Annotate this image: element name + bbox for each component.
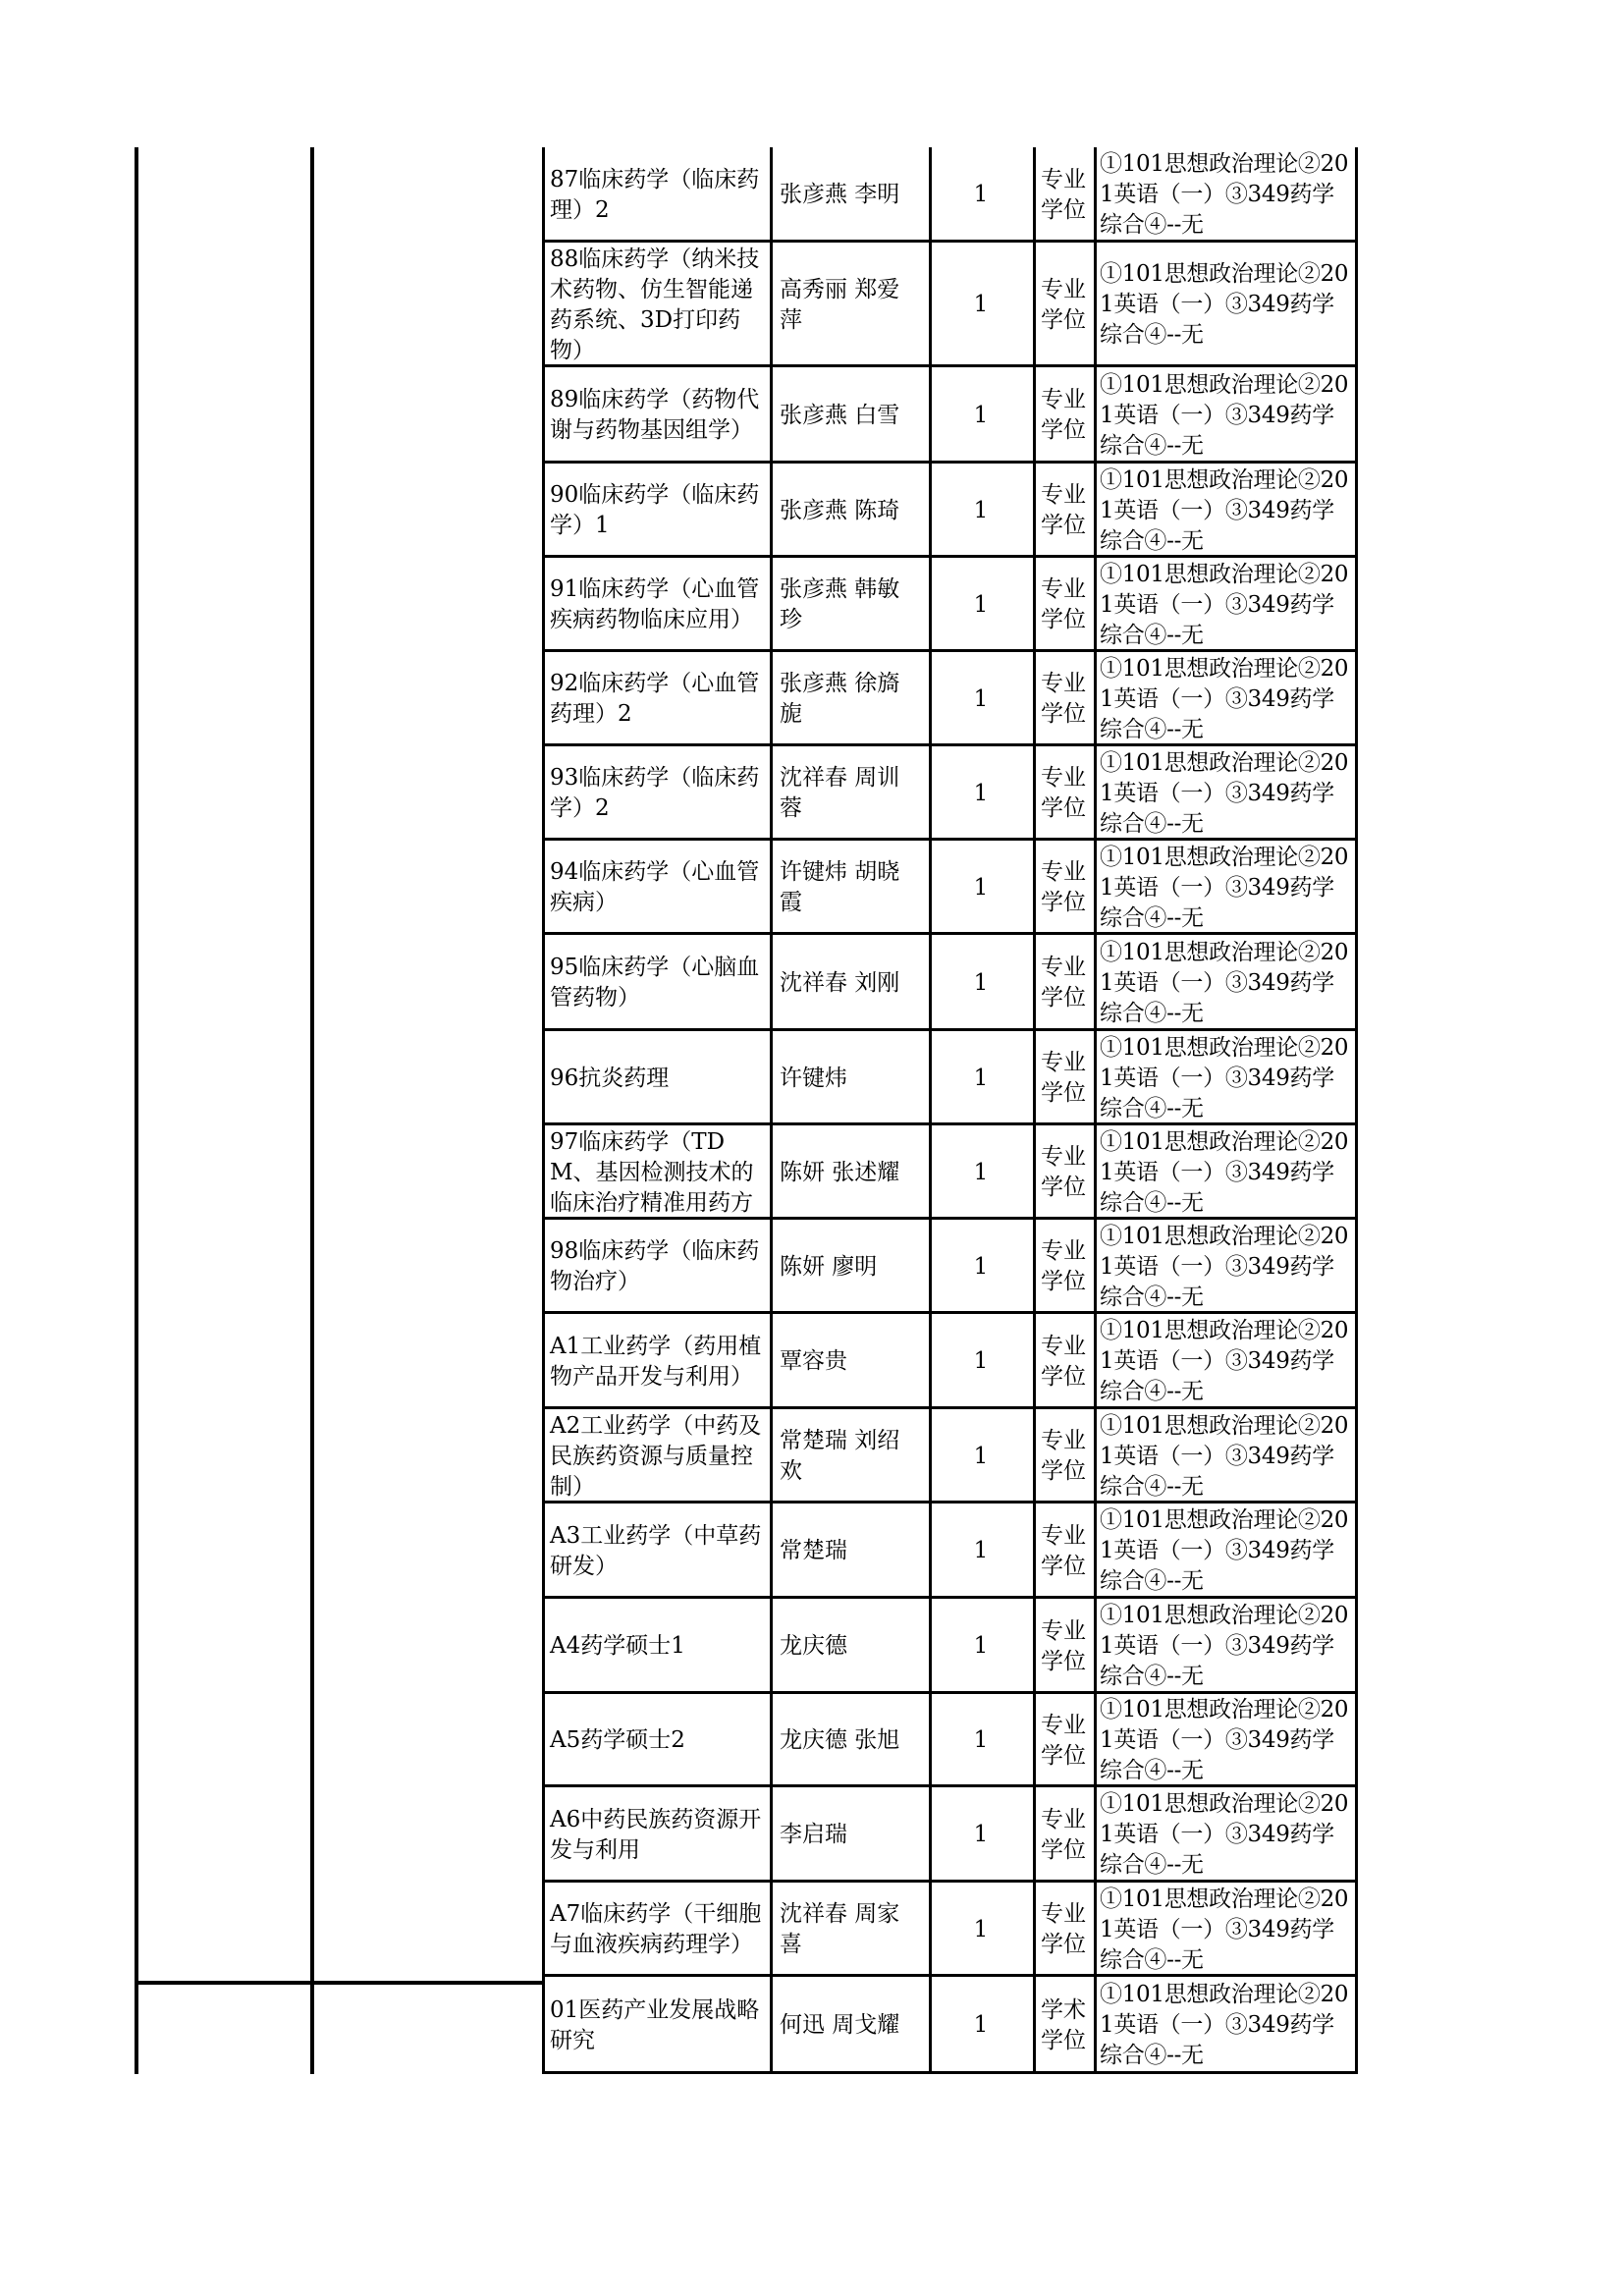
table-row	[542, 367, 1358, 464]
quota-text: 1	[973, 2012, 989, 2038]
exam-subjects-text: ①101思想政治理论②201英语（一）③349药学综合④--无	[1100, 939, 1349, 1026]
degree-type-text: 专业学位	[1041, 482, 1086, 538]
direction-text: 91临床药学（心血管疾病药物临床应用）	[550, 576, 760, 632]
direction-text: A7临床药学（干细胞与血液疾病药理学）	[550, 1901, 762, 1957]
direction-text: 96抗炎药理	[550, 1065, 670, 1091]
supervisor-text: 许键炜	[780, 1065, 847, 1091]
degree-type-text: 专业学位	[1041, 1901, 1086, 1957]
exam-subjects-cell	[1098, 558, 1355, 652]
table-row	[542, 558, 1358, 652]
quota-text: 1	[973, 1443, 989, 1469]
direction-cell	[548, 1977, 766, 2074]
supervisor-cell	[774, 1694, 925, 1787]
table-row-border-13	[542, 1406, 1358, 1409]
degree-type-text: 学术学位	[1041, 1996, 1086, 2053]
direction-cell	[548, 652, 766, 746]
table-row	[542, 652, 1358, 746]
supervisor-text: 许键炜 胡晓霞	[780, 859, 900, 915]
exam-subjects-cell	[1098, 746, 1355, 841]
degree-type-text: 专业学位	[1041, 387, 1086, 443]
exam-subjects-cell	[1098, 243, 1355, 367]
degree-type-text: 专业学位	[1041, 859, 1086, 915]
table-row	[542, 935, 1358, 1031]
degree-type-cell	[1037, 1503, 1090, 1599]
exam-subjects-cell	[1098, 1314, 1355, 1409]
exam-subjects-cell	[1098, 367, 1355, 464]
supervisor-text: 陈妍 廖明	[780, 1253, 878, 1280]
degree-type-text: 专业学位	[1041, 1050, 1086, 1106]
table-row	[542, 243, 1358, 367]
direction-text: 97临床药学（TDM、基因检测技术的临床治疗精准用药方	[550, 1128, 754, 1216]
quota-cell	[933, 147, 1029, 243]
table-row-border-12	[542, 1311, 1358, 1314]
quota-cell	[933, 1125, 1029, 1220]
exam-subjects-text: ①101思想政治理论②201英语（一）③349药学综合④--无	[1100, 1034, 1349, 1121]
degree-type-text: 专业学位	[1041, 1238, 1086, 1294]
table-row-border-11	[542, 1217, 1358, 1220]
exam-subjects-text: ①101思想政治理论②201英语（一）③349药学综合④--无	[1100, 749, 1349, 837]
table-row-border-10	[542, 1122, 1358, 1125]
degree-type-text: 专业学位	[1041, 166, 1086, 223]
supervisor-cell	[774, 1409, 925, 1503]
exam-subjects-cell	[1098, 1787, 1355, 1883]
exam-subjects-text: ①101思想政治理论②201英语（一）③349药学综合④--无	[1100, 1507, 1349, 1594]
exam-subjects-text: ①101思想政治理论②201英语（一）③349药学综合④--无	[1100, 1318, 1349, 1404]
direction-text: 90临床药学（临床药学）1	[550, 482, 760, 538]
supervisor-text: 张彦燕 陈琦	[780, 497, 900, 523]
direction-cell	[548, 1314, 766, 1409]
exam-subjects-text: ①101思想政治理论②201英语（一）③349药学综合④--无	[1100, 1886, 1349, 1973]
direction-cell	[548, 841, 766, 935]
exam-subjects-text: ①101思想政治理论②201英语（一）③349药学综合④--无	[1100, 1791, 1349, 1878]
table-row	[542, 147, 1358, 243]
direction-text: A4药学硕士1	[550, 1633, 685, 1659]
quota-text: 1	[973, 874, 989, 901]
degree-type-cell	[1037, 558, 1090, 652]
degree-type-text: 专业学位	[1041, 765, 1086, 821]
table-row	[542, 1694, 1358, 1787]
table-row	[542, 1503, 1358, 1599]
table-row	[542, 1977, 1358, 2074]
degree-type-cell	[1037, 1977, 1090, 2074]
direction-cell	[548, 367, 766, 464]
table-row-border-15	[542, 1596, 1358, 1599]
quota-cell	[933, 1314, 1029, 1409]
exam-subjects-cell	[1098, 1220, 1355, 1314]
degree-type-cell	[1037, 1031, 1090, 1125]
quota-cell	[933, 1031, 1029, 1125]
degree-type-text: 专业学位	[1041, 576, 1086, 632]
table-row	[542, 464, 1358, 558]
supervisor-cell	[774, 1503, 925, 1599]
table-border-left	[135, 147, 138, 2074]
table-row	[542, 1409, 1358, 1503]
quota-text: 1	[973, 497, 989, 523]
table-row-border-18	[542, 1880, 1358, 1883]
direction-cell	[548, 1220, 766, 1314]
quota-text: 1	[973, 969, 989, 996]
direction-text: 87临床药学（临床药理）2	[550, 166, 760, 223]
quota-cell	[933, 1787, 1029, 1883]
exam-subjects-cell	[1098, 841, 1355, 935]
exam-subjects-cell	[1098, 147, 1355, 243]
section-divider	[135, 1981, 542, 1985]
direction-cell	[548, 558, 766, 652]
exam-subjects-cell	[1098, 1977, 1355, 2074]
degree-type-text: 专业学位	[1041, 1333, 1086, 1390]
degree-type-text: 专业学位	[1041, 1806, 1086, 1863]
exam-subjects-text: ①101思想政治理论②201英语（一）③349药学综合④--无	[1100, 1128, 1349, 1216]
direction-cell	[548, 1599, 766, 1694]
exam-subjects-text: ①101思想政治理论②201英语（一）③349药学综合④--无	[1100, 151, 1349, 238]
exam-subjects-text: ①101思想政治理论②201英语（一）③349药学综合④--无	[1100, 1697, 1349, 1783]
degree-type-cell	[1037, 746, 1090, 841]
supervisor-text: 沈祥春 周训蓉	[780, 765, 900, 821]
supervisor-cell	[774, 1977, 925, 2074]
direction-text: 93临床药学（临床药学）2	[550, 765, 760, 821]
table-row	[542, 1125, 1358, 1220]
table-row	[542, 841, 1358, 935]
supervisor-text: 陈妍 张述耀	[780, 1159, 900, 1185]
supervisor-text: 张彦燕 韩敏珍	[780, 576, 900, 632]
degree-type-cell	[1037, 464, 1090, 558]
table-row-border-9	[542, 1028, 1358, 1031]
quota-text: 1	[973, 1348, 989, 1374]
quota-text: 1	[973, 1538, 989, 1563]
direction-text: A2工业药学（中药及民族药资源与质量控制）	[550, 1412, 762, 1500]
degree-type-cell	[1037, 1694, 1090, 1787]
supervisor-cell	[774, 367, 925, 464]
quota-cell	[933, 464, 1029, 558]
degree-type-cell	[1037, 367, 1090, 464]
exam-subjects-cell	[1098, 1599, 1355, 1694]
exam-subjects-text: ①101思想政治理论②201英语（一）③349药学综合④--无	[1100, 1223, 1349, 1310]
exam-subjects-text: ①101思想政治理论②201英语（一）③349药学综合④--无	[1100, 844, 1349, 931]
degree-type-cell	[1037, 1409, 1090, 1503]
quota-cell	[933, 841, 1029, 935]
quota-cell	[933, 1977, 1029, 2074]
supervisor-text: 高秀丽 郑爱萍	[780, 276, 900, 333]
degree-type-cell	[1037, 841, 1090, 935]
direction-text: 89临床药学（药物代谢与药物基因组学）	[550, 387, 760, 443]
table-row-border-7	[542, 838, 1358, 841]
table-row	[542, 1599, 1358, 1694]
exam-subjects-cell	[1098, 1503, 1355, 1599]
direction-cell	[548, 464, 766, 558]
degree-type-text: 专业学位	[1041, 276, 1086, 333]
table-row-border-3	[542, 461, 1358, 464]
degree-type-cell	[1037, 147, 1090, 243]
quota-text: 1	[973, 1159, 989, 1185]
direction-text: A1工业药学（药用植物产品开发与利用）	[550, 1333, 762, 1390]
direction-text: 88临床药学（纳米技术药物、仿生智能递药系统、3D打印药物）	[550, 246, 760, 363]
exam-subjects-text: ①101思想政治理论②201英语（一）③349药学综合④--无	[1100, 1412, 1349, 1500]
degree-type-cell	[1037, 652, 1090, 746]
direction-text: 95临床药学（心脑血管药物）	[550, 955, 760, 1011]
supervisor-cell	[774, 935, 925, 1031]
quota-cell	[933, 367, 1029, 464]
degree-type-text: 专业学位	[1041, 671, 1086, 727]
supervisor-cell	[774, 841, 925, 935]
exam-subjects-cell	[1098, 1125, 1355, 1220]
supervisor-text: 覃容贵	[780, 1348, 847, 1374]
quota-text: 1	[973, 1916, 989, 1942]
quota-text: 1	[973, 1633, 989, 1659]
degree-type-text: 专业学位	[1041, 955, 1086, 1011]
direction-cell	[548, 147, 766, 243]
degree-type-cell	[1037, 1883, 1090, 1977]
exam-subjects-cell	[1098, 935, 1355, 1031]
table-row-border-17	[542, 1784, 1358, 1787]
exam-subjects-cell	[1098, 1031, 1355, 1125]
quota-text: 1	[973, 1253, 989, 1280]
degree-type-cell	[1037, 1314, 1090, 1409]
quota-cell	[933, 558, 1029, 652]
supervisor-text: 常楚瑞 刘绍欢	[780, 1428, 900, 1484]
supervisor-text: 龙庆德	[780, 1633, 847, 1659]
quota-cell	[933, 1694, 1029, 1787]
exam-subjects-text: ①101思想政治理论②201英语（一）③349药学综合④--无	[1100, 371, 1349, 459]
supervisor-cell	[774, 147, 925, 243]
table-row-border-2	[542, 364, 1358, 367]
supervisor-cell	[774, 558, 925, 652]
direction-cell	[548, 1883, 766, 1977]
quota-text: 1	[973, 1065, 989, 1091]
direction-cell	[548, 1694, 766, 1787]
table-row	[542, 1883, 1358, 1977]
supervisor-cell	[774, 243, 925, 367]
table-row-border-1	[542, 240, 1358, 243]
supervisor-text: 沈祥春 刘刚	[780, 969, 900, 996]
supervisor-text: 张彦燕 白雪	[780, 402, 900, 428]
quota-text: 1	[973, 1822, 989, 1847]
degree-type-text: 专业学位	[1041, 1712, 1086, 1769]
direction-cell	[548, 935, 766, 1031]
degree-type-text: 专业学位	[1041, 1144, 1086, 1200]
supervisor-cell	[774, 1787, 925, 1883]
exam-subjects-text: ①101思想政治理论②201英语（一）③349药学综合④--无	[1100, 561, 1349, 648]
table-row-border-19	[542, 1974, 1358, 1977]
degree-type-cell	[1037, 1220, 1090, 1314]
table-row	[542, 1031, 1358, 1125]
supervisor-text: 李启瑞	[780, 1822, 847, 1847]
supervisor-cell	[774, 746, 925, 841]
exam-subjects-text: ①101思想政治理论②201英语（一）③349药学综合④--无	[1100, 1982, 1349, 2068]
exam-subjects-cell	[1098, 652, 1355, 746]
table-row-border-6	[542, 743, 1358, 746]
direction-cell	[548, 1503, 766, 1599]
direction-cell	[548, 1125, 766, 1220]
supervisor-cell	[774, 652, 925, 746]
degree-type-cell	[1037, 935, 1090, 1031]
supervisor-text: 张彦燕 徐旖旎	[780, 671, 900, 727]
quota-cell	[933, 1409, 1029, 1503]
degree-type-text: 专业学位	[1041, 1428, 1086, 1484]
supervisor-text: 沈祥春 周家喜	[780, 1901, 900, 1957]
quota-cell	[933, 935, 1029, 1031]
table-row	[542, 1314, 1358, 1409]
table-row-border-8	[542, 932, 1358, 935]
direction-cell	[548, 243, 766, 367]
direction-text: 94临床药学（心血管疾病）	[550, 859, 760, 915]
direction-text: 98临床药学（临床药物治疗）	[550, 1238, 760, 1294]
direction-text: A5药学硕士2	[550, 1727, 685, 1753]
direction-text: A6中药民族药资源开发与利用	[550, 1806, 762, 1863]
quota-cell	[933, 1599, 1029, 1694]
quota-cell	[933, 652, 1029, 746]
direction-cell	[548, 746, 766, 841]
direction-text: 92临床药学（心血管药理）2	[550, 671, 760, 727]
direction-cell	[548, 1031, 766, 1125]
supervisor-cell	[774, 1220, 925, 1314]
supervisor-cell	[774, 464, 925, 558]
quota-cell	[933, 243, 1029, 367]
quota-cell	[933, 1503, 1029, 1599]
supervisor-text: 何迅 周戈耀	[780, 2012, 900, 2038]
supervisor-text: 龙庆德 张旭	[780, 1727, 900, 1753]
degree-type-text: 专业学位	[1041, 1617, 1086, 1674]
quota-text: 1	[973, 780, 989, 806]
table-row-border-16	[542, 1691, 1358, 1694]
degree-type-text: 专业学位	[1041, 1522, 1086, 1579]
quota-cell	[933, 1883, 1029, 1977]
table-row	[542, 1787, 1358, 1883]
table-row-border-4	[542, 555, 1358, 558]
table-row-border-5	[542, 649, 1358, 652]
exam-subjects-text: ①101思想政治理论②201英语（一）③349药学综合④--无	[1100, 1603, 1349, 1689]
quota-text: 1	[973, 292, 989, 317]
supervisor-cell	[774, 1599, 925, 1694]
direction-cell	[548, 1409, 766, 1503]
exam-subjects-cell	[1098, 464, 1355, 558]
quota-cell	[933, 746, 1029, 841]
exam-subjects-cell	[1098, 1694, 1355, 1787]
quota-cell	[933, 1220, 1029, 1314]
quota-text: 1	[973, 1727, 989, 1753]
direction-cell	[548, 1787, 766, 1883]
supervisor-cell	[774, 1125, 925, 1220]
exam-subjects-text: ①101思想政治理论②201英语（一）③349药学综合④--无	[1100, 466, 1349, 554]
table-row	[542, 1220, 1358, 1314]
exam-subjects-text: ①101思想政治理论②201英语（一）③349药学综合④--无	[1100, 261, 1349, 348]
quota-text: 1	[973, 402, 989, 428]
degree-type-cell	[1037, 243, 1090, 367]
table-row	[542, 746, 1358, 841]
exam-subjects-cell	[1098, 1883, 1355, 1977]
exam-subjects-text: ①101思想政治理论②201英语（一）③349药学综合④--无	[1100, 655, 1349, 742]
supervisor-text: 常楚瑞	[780, 1538, 847, 1563]
supervisor-text: 张彦燕 李明	[780, 182, 900, 207]
table-row-border-20	[542, 2071, 1358, 2074]
quota-text: 1	[973, 685, 989, 712]
table-row-border-14	[542, 1501, 1358, 1503]
exam-subjects-cell	[1098, 1409, 1355, 1503]
table-border-inner-left	[310, 147, 314, 2074]
supervisor-cell	[774, 1883, 925, 1977]
direction-text: A3工业药学（中草药研发）	[550, 1522, 762, 1579]
supervisor-cell	[774, 1314, 925, 1409]
degree-type-cell	[1037, 1125, 1090, 1220]
degree-type-cell	[1037, 1599, 1090, 1694]
quota-text: 1	[973, 182, 989, 207]
direction-text: 01医药产业发展战略研究	[550, 1996, 760, 2053]
quota-text: 1	[973, 591, 989, 618]
degree-type-cell	[1037, 1787, 1090, 1883]
supervisor-cell	[774, 1031, 925, 1125]
